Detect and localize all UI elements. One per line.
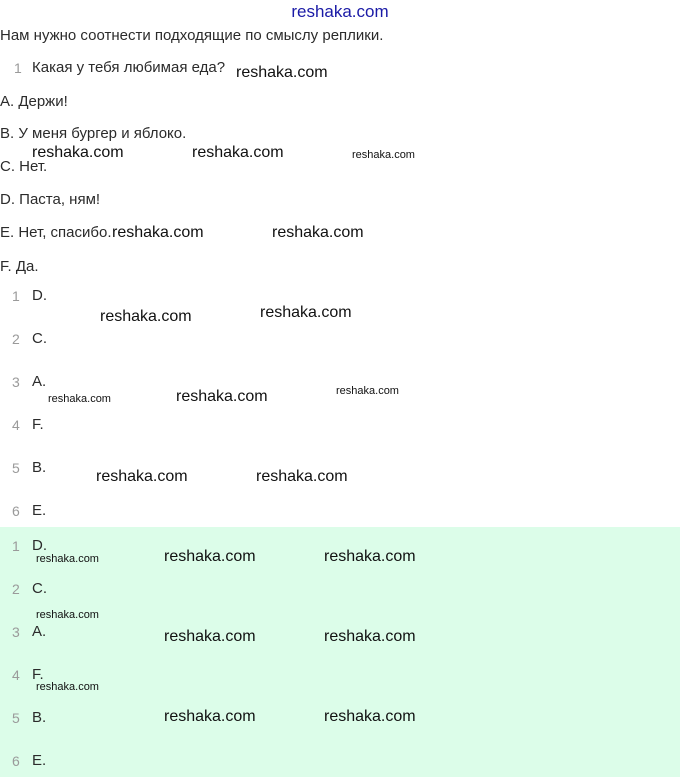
- watermark: reshaka.com: [324, 548, 416, 565]
- answer-number: 1: [12, 538, 20, 554]
- answer-letter: D.: [32, 287, 47, 304]
- answer-letter: E.: [32, 752, 47, 769]
- answer-number: 5: [12, 460, 20, 476]
- answer-letter: C.: [32, 580, 47, 597]
- answer-letter: B.: [32, 709, 47, 726]
- option-a: A. Держи!: [0, 93, 68, 110]
- answer-number: 6: [12, 503, 20, 519]
- answer-number: 2: [12, 331, 20, 347]
- watermark: reshaka.com: [32, 144, 124, 161]
- watermark: reshaka.com: [336, 385, 399, 397]
- answer-number: 2: [12, 581, 20, 597]
- watermark: reshaka.com: [48, 393, 111, 405]
- watermark: reshaka.com: [96, 468, 188, 485]
- watermark: reshaka.com: [192, 144, 284, 161]
- watermark: reshaka.com: [36, 681, 99, 693]
- watermark: reshaka.com: [36, 553, 99, 565]
- answer-letter: D.: [32, 537, 47, 554]
- answer-number: 3: [12, 374, 20, 390]
- answer-number: 4: [12, 417, 20, 433]
- watermark: reshaka.com: [112, 224, 204, 241]
- watermark: reshaka.com: [260, 304, 352, 321]
- watermark: reshaka.com: [324, 628, 416, 645]
- option-e: E. Нет, спасибо.: [0, 224, 112, 241]
- question-text: Какая у тебя любимая еда?: [32, 59, 226, 76]
- option-c: C. Нет.: [0, 158, 48, 175]
- option-f: F. Да.: [0, 258, 39, 275]
- answer-letter: A.: [32, 373, 47, 390]
- watermark: reshaka.com: [352, 149, 415, 161]
- watermark: reshaka.com: [164, 628, 256, 645]
- watermark: reshaka.com: [164, 548, 256, 565]
- watermark: reshaka.com: [164, 708, 256, 725]
- watermark: reshaka.com: [176, 388, 268, 405]
- answer-letter: F.: [32, 666, 44, 683]
- watermark: reshaka.com: [100, 308, 192, 325]
- watermark: reshaka.com: [324, 708, 416, 725]
- answer-letter: F.: [32, 416, 44, 433]
- answer-number: 6: [12, 753, 20, 769]
- answer-letter: C.: [32, 330, 47, 347]
- answer-number: 3: [12, 624, 20, 640]
- watermark: reshaka.com: [256, 468, 348, 485]
- option-d: D. Паста, ням!: [0, 191, 101, 208]
- watermark: reshaka.com: [236, 64, 328, 81]
- answer-letter: A.: [32, 623, 47, 640]
- site-header-link[interactable]: reshaka.com: [291, 2, 389, 21]
- watermark: reshaka.com: [272, 224, 364, 241]
- task-instruction: Нам нужно соотнести подходящие по смыслу реплики.: [0, 27, 384, 44]
- option-b: B. У меня бургер и яблоко.: [0, 125, 187, 142]
- answer-letter: B.: [32, 459, 47, 476]
- watermark: reshaka.com: [36, 609, 99, 621]
- answer-number: 1: [12, 288, 20, 304]
- answer-letter: E.: [32, 502, 47, 519]
- question-number: 1: [14, 60, 22, 76]
- answer-number: 5: [12, 710, 20, 726]
- answer-number: 4: [12, 667, 20, 683]
